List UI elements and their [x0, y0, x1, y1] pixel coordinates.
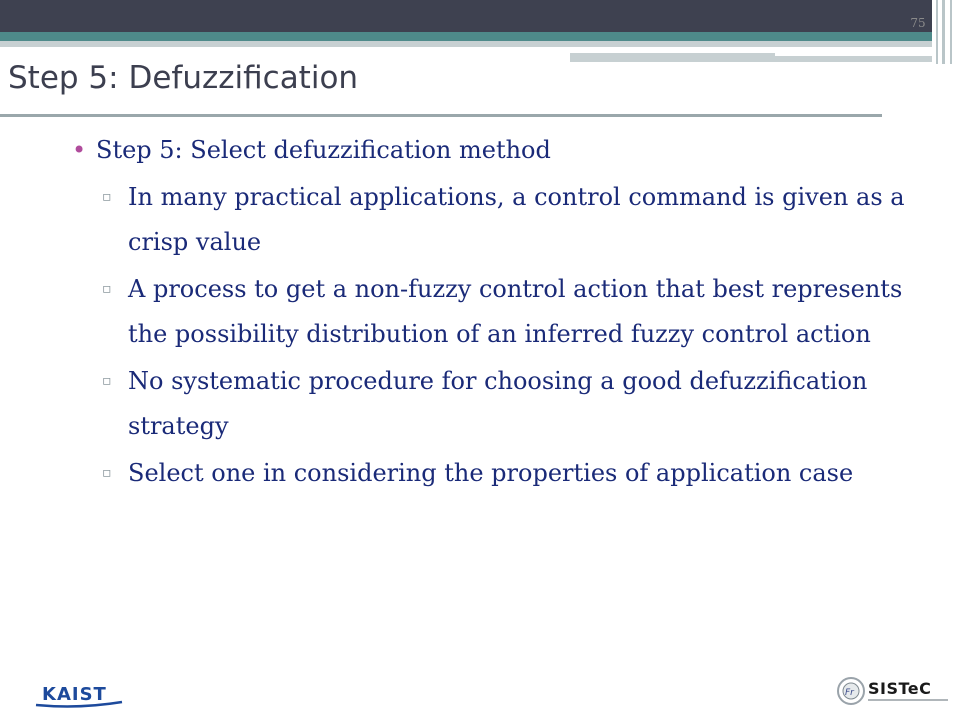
rail-line	[942, 0, 945, 64]
bullet-dot-icon: •	[72, 136, 87, 164]
main-bullet-text: Step 5: Select defuzzification method	[96, 136, 551, 164]
sub-bullet-text: Select one in considering the properties of application case	[128, 459, 854, 487]
main-bullet	[72, 128, 912, 173]
kaist-logo	[34, 680, 124, 708]
sub-bullet-text: A process to get a non-fuzzy control action that best represents the possibility distribution of an inferred fuzzy control action	[128, 275, 903, 348]
header-stripe-teal	[0, 32, 960, 41]
square-bullet-icon: ▫	[102, 281, 112, 297]
title-divider	[0, 114, 882, 117]
sub-bullet	[72, 267, 912, 357]
kaist-logo-text: KAIST	[42, 684, 107, 705]
square-bullet-icon: ▫	[102, 189, 112, 205]
sub-bullet-text: No systematic procedure for choosing a good defuzzification strategy	[128, 367, 868, 440]
square-bullet-icon: ▫	[102, 465, 112, 481]
sub-bullet-list	[72, 175, 912, 496]
sub-bullet	[72, 451, 912, 496]
square-bullet-icon: ▫	[102, 373, 112, 389]
header-stripe-gray-short	[570, 53, 775, 62]
sub-bullet	[72, 359, 912, 449]
rail-line	[936, 0, 938, 64]
sistec-logo	[836, 673, 952, 709]
header-right-rail	[932, 0, 960, 64]
slide-number: 75	[910, 16, 926, 30]
slide-body	[72, 128, 912, 496]
sistec-logo-text: SISTeC	[868, 679, 932, 698]
svg-text:Fr: Fr	[845, 688, 854, 698]
sub-bullet	[72, 175, 912, 265]
rail-line	[950, 0, 952, 64]
header-stripe-gray-right	[775, 56, 935, 62]
header-stripe-gray	[0, 41, 960, 47]
slide-title: Step 5: Defuzzification	[8, 60, 359, 96]
sub-bullet-text: In many practical applications, a control command is given as a crisp value	[128, 183, 905, 256]
